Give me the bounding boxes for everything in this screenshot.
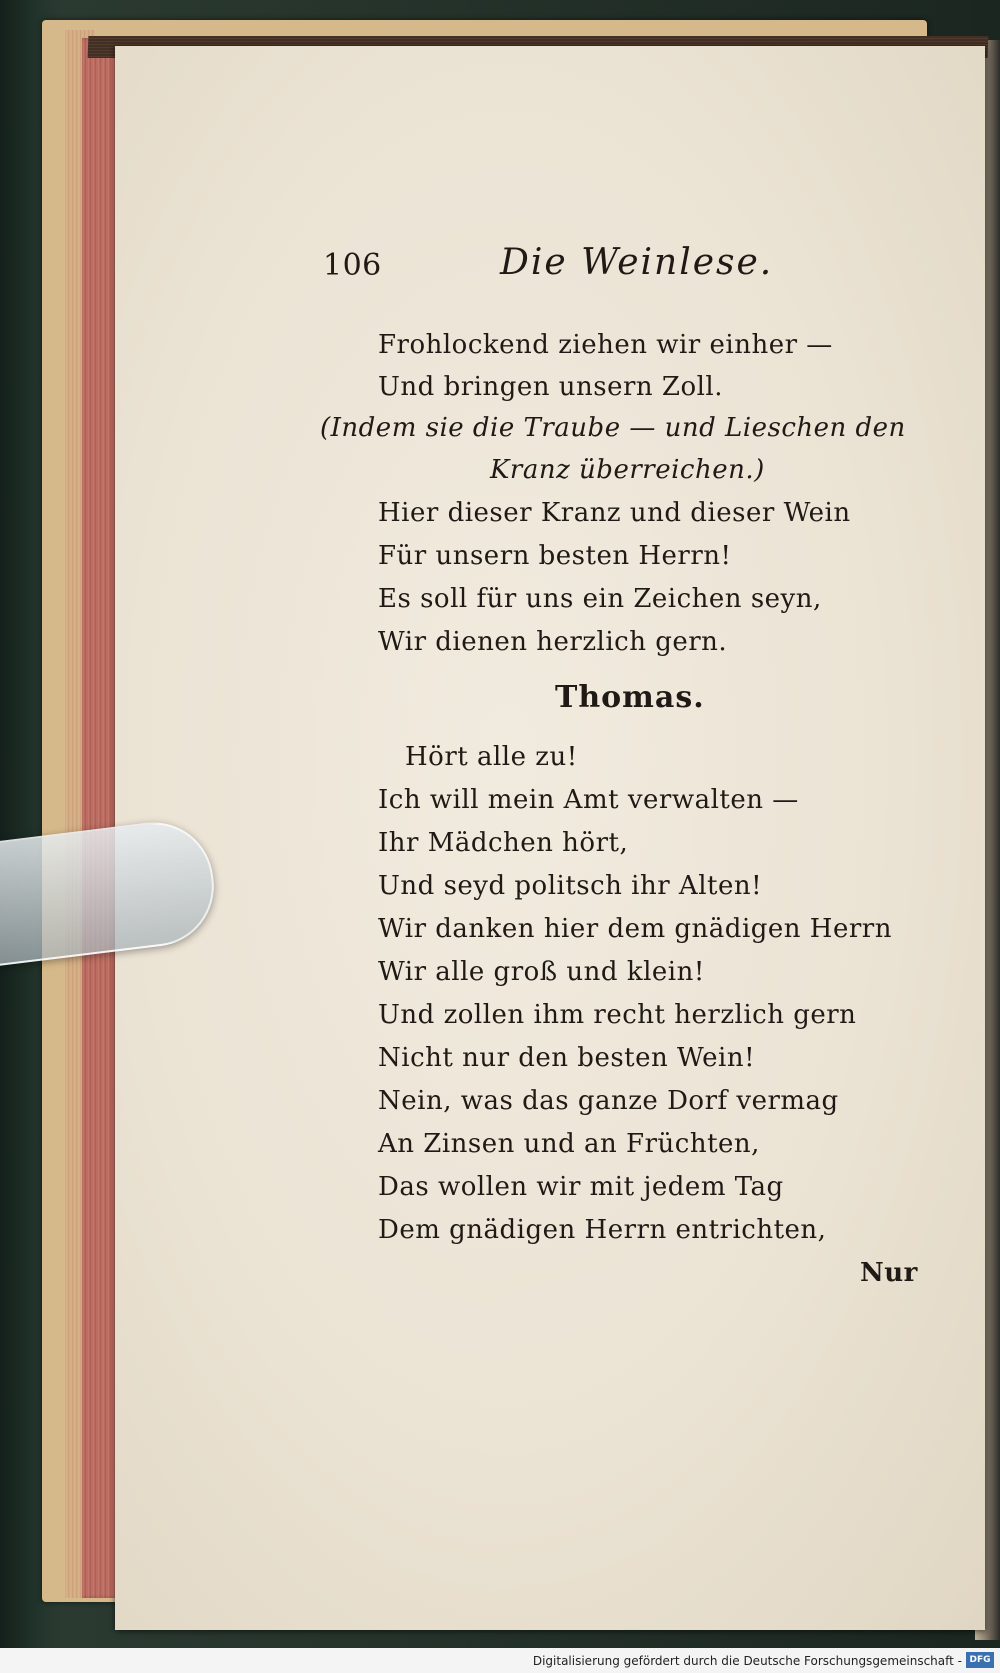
verse-line: Wir danken hier dem gnädigen Herrn xyxy=(378,914,892,944)
speaker-heading: Thomas. xyxy=(555,680,705,715)
verse-line: Nein, was das ganze Dorf vermag xyxy=(378,1086,839,1116)
page-number: 106 xyxy=(323,248,382,283)
verse-line: Wir alle groß und klein! xyxy=(378,957,705,987)
verse-line: Und bringen unsern Zoll. xyxy=(378,372,724,402)
verse-line: Hier dieser Kranz und dieser Wein xyxy=(378,498,851,528)
stage-direction-line: (Indem sie die Traube — und Lieschen den xyxy=(320,413,906,443)
verse-line: Für unsern besten Herrn! xyxy=(378,541,732,571)
dfg-logo-icon: DFG xyxy=(966,1652,994,1668)
verse-line: Das wollen wir mit jedem Tag xyxy=(378,1172,784,1202)
footer-credit: Digitalisierung gefördert durch die Deutsche Forschungsgemeinschaft - xyxy=(532,1654,962,1668)
verse-line: Ihr Mädchen hört, xyxy=(378,828,629,858)
catchword: Nur xyxy=(860,1258,918,1288)
verse-line: Ich will mein Amt verwalten — xyxy=(378,785,799,815)
running-head: Die Weinlese. xyxy=(500,242,774,283)
verse-line: Wir dienen herzlich gern. xyxy=(378,627,728,657)
verse-line: Dem gnädigen Herrn entrichten, xyxy=(378,1215,827,1245)
verse-line: Es soll für uns ein Zeichen seyn, xyxy=(378,584,822,614)
verse-line: Nicht nur den besten Wein! xyxy=(378,1043,756,1073)
verse-line: An Zinsen und an Früchten, xyxy=(378,1129,760,1159)
verse-line: Hört alle zu! xyxy=(405,742,578,772)
verse-line: Frohlockend ziehen wir einher — xyxy=(378,330,833,360)
stage-direction-line: Kranz überreichen.) xyxy=(490,455,765,485)
verse-line: Und seyd politsch ihr Alten! xyxy=(378,871,763,901)
verse-line: Und zollen ihm recht herzlich gern xyxy=(378,1000,857,1030)
